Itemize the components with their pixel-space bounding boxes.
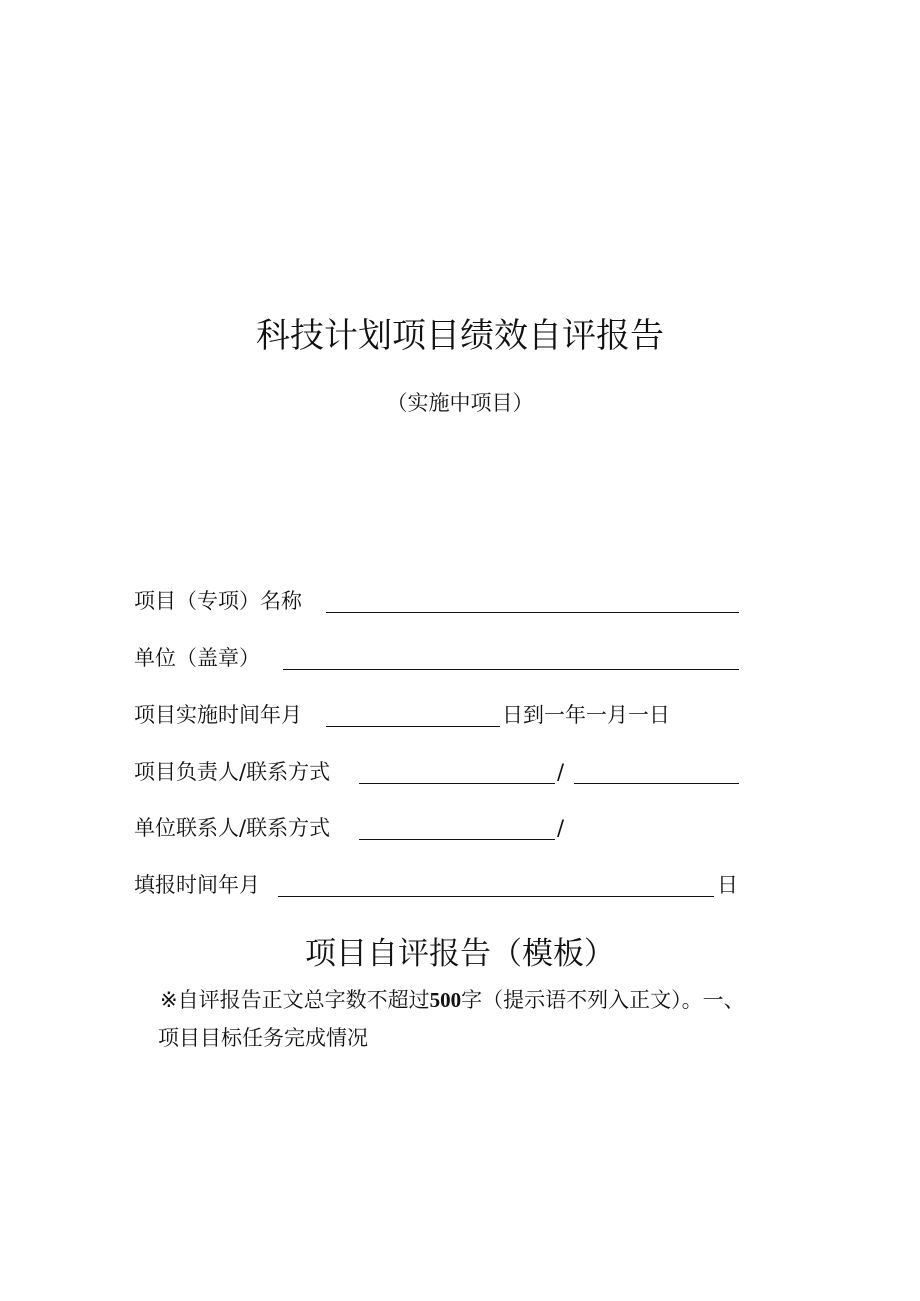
field-label: 填报时间年月 <box>134 873 260 897</box>
section-title: 项目自评报告（模板） <box>305 936 615 972</box>
fill-in-line[interactable] <box>283 669 739 670</box>
note-word-limit: 500 <box>429 988 462 1012</box>
section-item-heading: 项目目标任务完成情况 <box>158 1026 368 1050</box>
field-label: 项目负责人/联系方式 <box>134 760 331 784</box>
document-title: 科技计划项目绩效自评报告 <box>256 316 664 356</box>
note-suffix: 字（提示语不列入正文）。一、 <box>461 988 745 1012</box>
field-label: 项目实施时间年月 <box>134 703 302 727</box>
field-label: 单位（盖章） <box>134 646 260 670</box>
fill-in-line[interactable] <box>359 783 555 784</box>
document-subtitle: （实施中项目） <box>386 391 534 415</box>
fill-in-line[interactable] <box>359 839 555 840</box>
field-label: 单位联系人/联系方式 <box>134 816 331 840</box>
fill-in-line[interactable] <box>326 726 500 727</box>
field-separator: / <box>557 816 565 840</box>
field-label: 项目（专项）名称 <box>134 589 302 613</box>
field-suffix: 日 <box>717 873 738 897</box>
instruction-note <box>160 987 745 1013</box>
fill-in-line[interactable] <box>574 783 739 784</box>
field-separator: / <box>557 760 565 784</box>
fill-in-line[interactable] <box>278 896 714 897</box>
fill-in-line[interactable] <box>326 612 739 613</box>
field-suffix: 日到一年一月一日 <box>502 703 670 727</box>
note-prefix: ※自评报告正文总字数不超过 <box>160 988 430 1012</box>
